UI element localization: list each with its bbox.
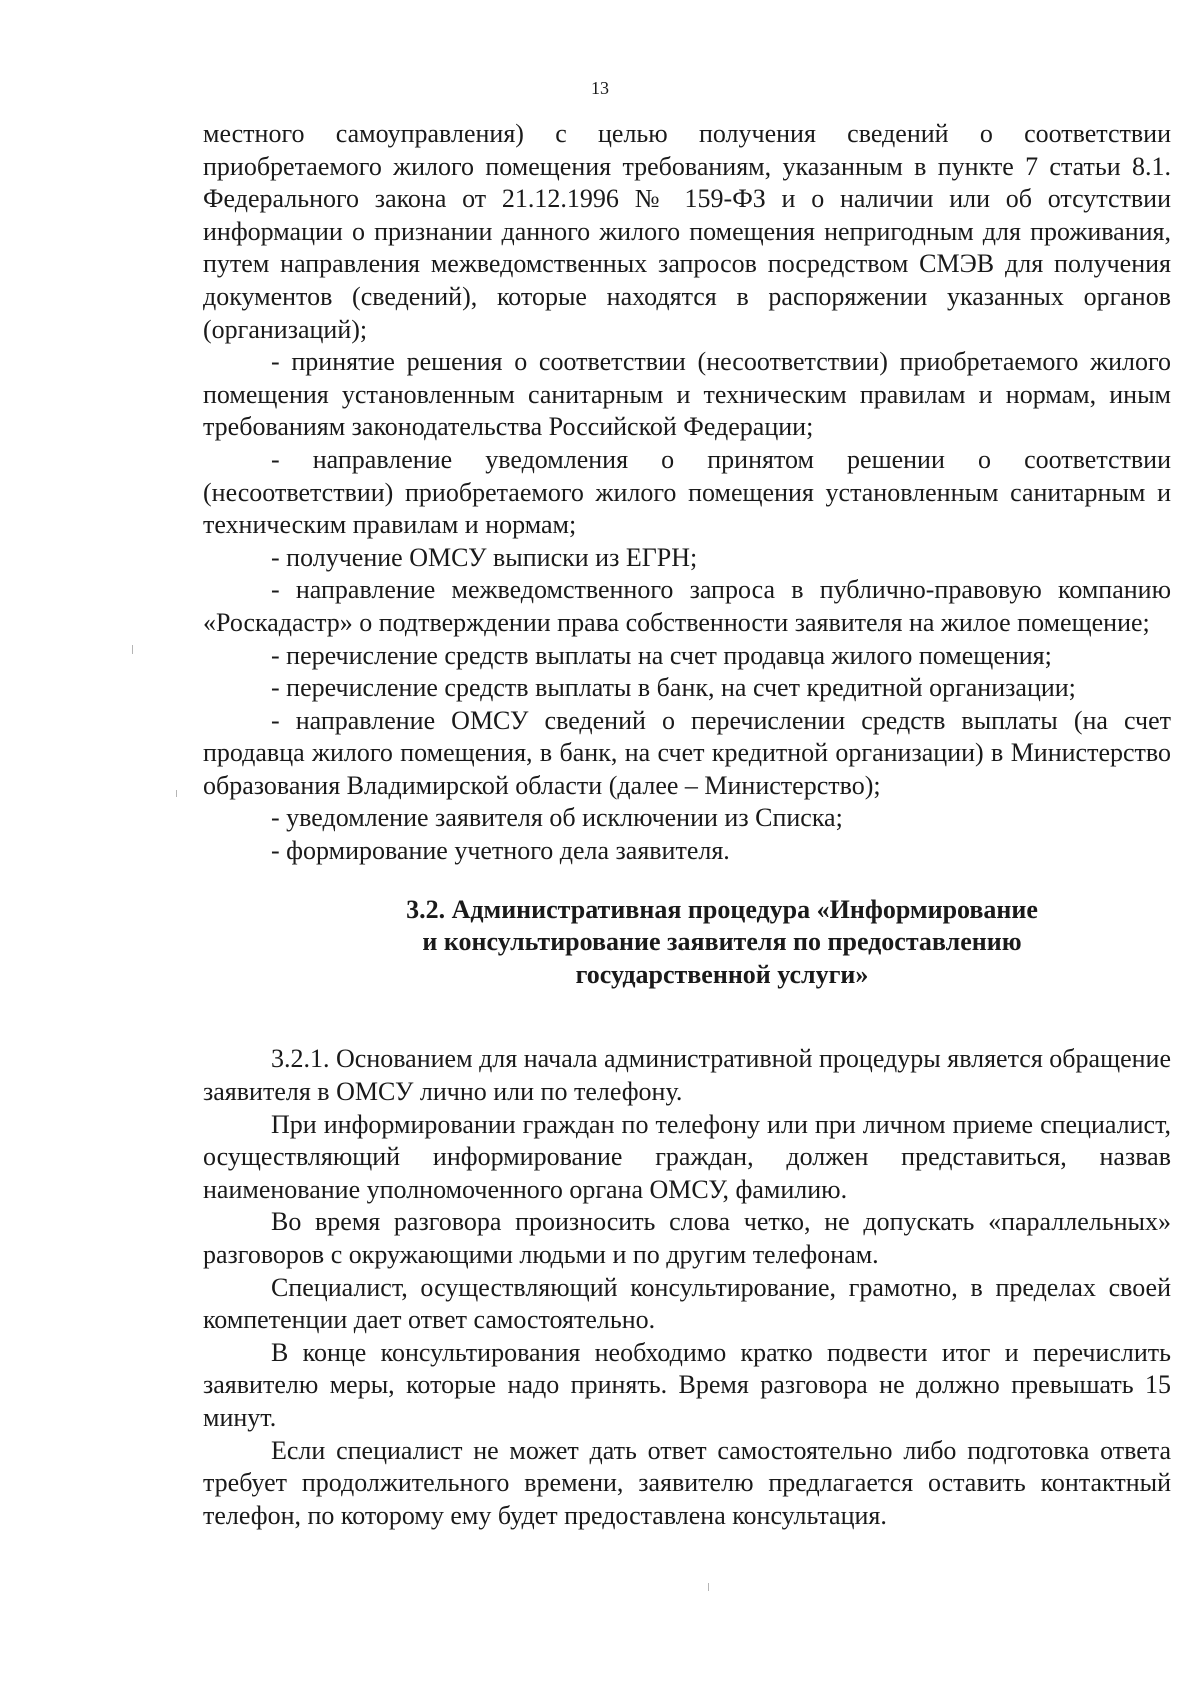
section-heading-line: и консультирование заявителя по предоставлению <box>422 927 1022 957</box>
section-paragraph: 3.2.1. Основанием для начала административной процедуры является обращение заявителя в ОМСУ лично или по телефону. <box>203 1044 1171 1107</box>
section-heading-line: 3.2. Административная процедура «Информирование <box>406 894 1038 924</box>
list-item: - направление межведомственного запроса в публично-правовую компанию «Роскадастр» о подтверждении права собственности заявителя на жилое помещение; <box>203 575 1171 637</box>
intro-paragraph: местного самоуправления) с целью получения сведений о соответствии приобретаемого жилого помещения требованиям, указанным в пункте 7 статьи 8.1. Федерального закона от 21.12.1996 № 159-ФЗ и о наличии или об отсутствии информации о признании данного жилого помещения непригодным для проживания, путем направления межведомственных запросов посредством СМЭВ для получения документов (сведений), которые находятся в распоряжении указанных органов (организаций); <box>203 119 1171 344</box>
page-number: 13 <box>591 78 609 98</box>
section-paragraph: При информировании граждан по телефону или при личном приеме специалист, осуществляющий информирование граждан, должен представиться, назвав наименование уполномоченного органа ОМСУ, фамилию. <box>203 1109 1171 1204</box>
list-item: - принятие решения о соответствии (несоответствии) приобретаемого жилого помещения установленным санитарным и техническим правилам и нормам, иным требованиям законодательства Российской Федерации; <box>203 347 1171 442</box>
list-item: - направление ОМСУ сведений о перечислении средств выплаты (на счет продавца жилого помещения, в банк, на счет кредитной организации) в Министерство образования Владимирской области (далее – Министерство); <box>203 705 1171 800</box>
list-item: - уведомление заявителя об исключении из Списка; <box>271 803 843 833</box>
list-item: - перечисление средств выплаты на счет продавца жилого помещения; <box>271 640 1052 670</box>
procedure-list <box>203 346 1171 868</box>
section-paragraph: В конце консультирования необходимо кратко подвести итог и перечислить заявителю меры, которые надо принять. Время разговора не должно превышать 15 минут. <box>203 1337 1171 1432</box>
section-body <box>203 1043 1171 1532</box>
scan-mark <box>708 1583 709 1591</box>
list-item: - перечисление средств выплаты в банк, на счет кредитной организации; <box>271 673 1076 703</box>
section-heading-line: государственной услуги» <box>575 959 869 989</box>
list-item: - направление уведомления о принятом решении о соответствии (несоответствии) приобретаемого жилого помещения установленным санитарным и техническим правилам и нормам; <box>203 444 1171 540</box>
scan-mark <box>176 790 177 797</box>
section-paragraph: Если специалист не может дать ответ самостоятельно либо подготовка ответа требует продолжительного времени, заявителю предлагается оставить контактный телефон, по которому ему будет предоставлена консультация. <box>203 1435 1171 1530</box>
list-item: - получение ОМСУ выписки из ЕГРН; <box>271 542 698 572</box>
list-item: - формирование учетного дела заявителя. <box>271 836 730 866</box>
section-paragraph: Во время разговора произносить слова четко, не допускать «параллельных» разговоров с окружающими людьми и по другим телефонам. <box>203 1207 1171 1269</box>
document-body <box>203 118 1171 1532</box>
section-paragraph: Специалист, осуществляющий консультирование, грамотно, в пределах своей компетенции дает ответ самостоятельно. <box>203 1272 1171 1335</box>
scan-mark <box>132 645 133 654</box>
section-heading <box>203 894 1171 992</box>
